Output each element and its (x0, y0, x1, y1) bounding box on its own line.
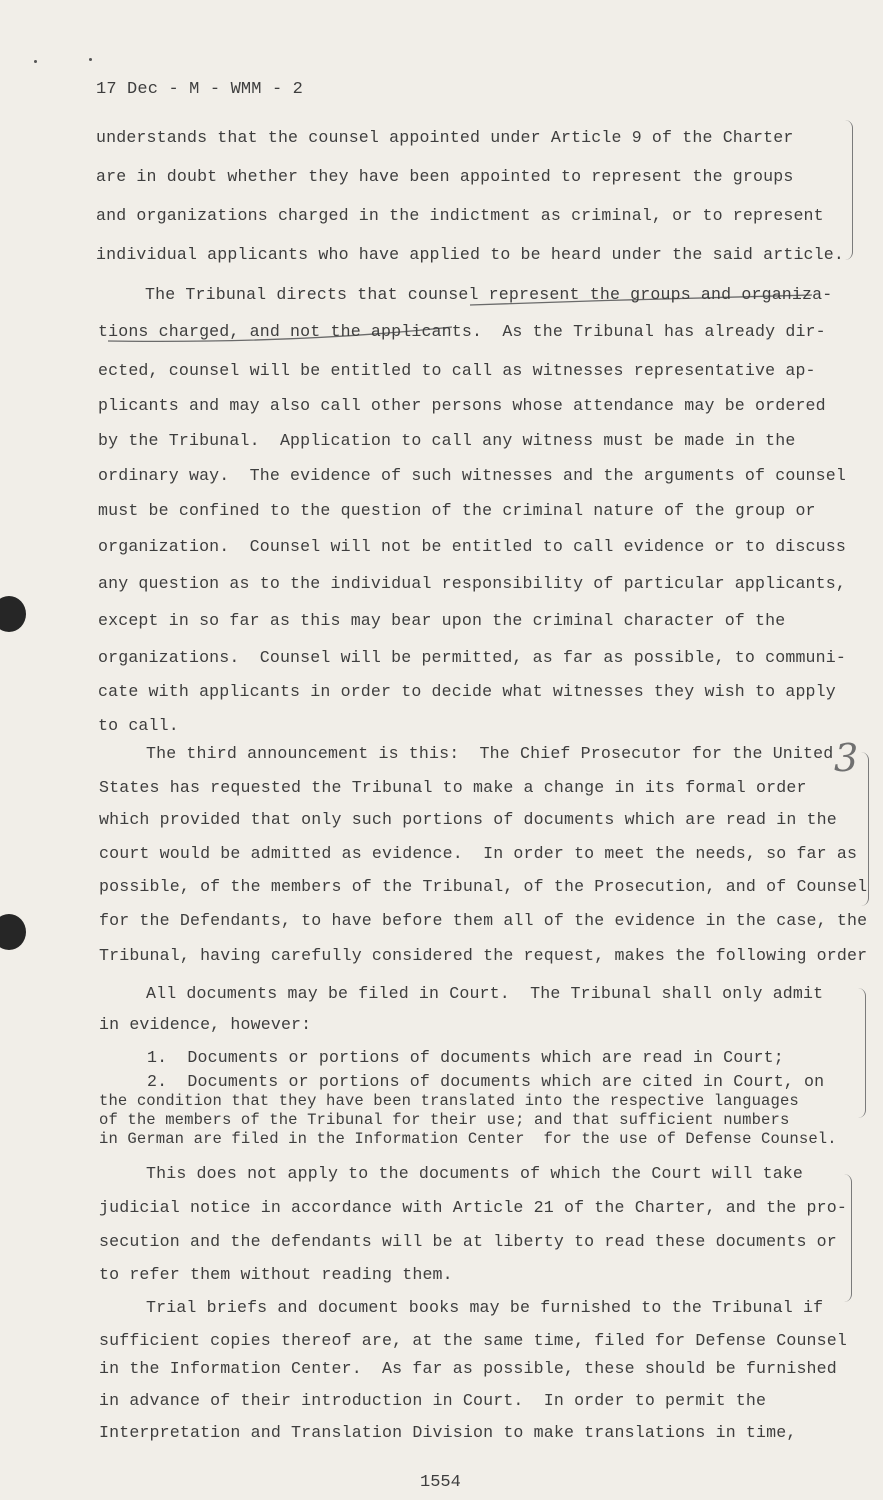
text-line: ordinary way. The evidence of such witnesses and the arguments of counsel (98, 466, 846, 485)
text-line: any question as to the individual responsibility of particular applicants, (98, 574, 846, 593)
text-line: for the Defendants, to have before them all of the evidence in the case, the (99, 911, 868, 930)
page-header: 17 Dec - M - WMM - 2 (96, 80, 304, 99)
text-line: Interpretation and Translation Division to make translations in time, (99, 1423, 797, 1442)
text-line: must be confined to the question of the criminal nature of the group or (98, 501, 816, 520)
text-line: Tribunal, having carefully considered the request, makes the following order (99, 946, 868, 965)
text-line: The Tribunal directs that counsel represent the groups and organiza- (145, 285, 833, 304)
text-line: except in so far as this may bear upon the criminal character of the (98, 611, 786, 630)
text-line: in evidence, however: (99, 1015, 312, 1034)
text-line: The third announcement is this: The Chief Prosecutor for the United (146, 744, 834, 763)
text-line: in the Information Center. As far as possible, these should be furnished (99, 1359, 837, 1378)
text-line: All documents may be filed in Court. The Tribunal shall only admit (146, 984, 824, 1003)
list-item-continuation: the condition that they have been translated into the respective languages (99, 1092, 799, 1110)
page-number: 1554 (420, 1473, 461, 1492)
text-line: court would be admitted as evidence. In order to meet the needs, so far as (99, 844, 858, 863)
text-line: cate with applicants in order to decide what witnesses they wish to apply (98, 682, 836, 701)
text-line: to call. (98, 716, 179, 735)
text-line: Trial briefs and document books may be furnished to the Tribunal if (146, 1298, 824, 1317)
pencil-annotation: 3 (834, 736, 859, 780)
text-line: tions charged, and not the applicants. As the Tribunal has already dir- (98, 322, 826, 341)
list-item-continuation: of the members of the Tribunal for their use; and that sufficient numbers (99, 1111, 790, 1129)
list-item: 2. Documents or portions of documents which are cited in Court, on (147, 1072, 825, 1091)
margin-mark (843, 1174, 852, 1302)
text-line: organizations. Counsel will be permitted, as far as possible, to communi- (98, 648, 846, 667)
text-line: plicants and may also call other persons whose attendance may be ordered (98, 396, 826, 415)
list-item-continuation: in German are filed in the Information Center for the use of Defense Counsel. (99, 1130, 837, 1148)
text-line: sufficient copies thereof are, at the same time, filed for Defense Counsel (99, 1331, 847, 1350)
text-line: ected, counsel will be entitled to call as witnesses representative ap- (98, 361, 816, 380)
text-line: which provided that only such portions of documents which are read in the (99, 810, 837, 829)
speck (34, 60, 37, 63)
text-line: to refer them without reading them. (99, 1265, 453, 1284)
text-line: This does not apply to the documents of which the Court will take (146, 1164, 804, 1183)
text-line: are in doubt whether they have been appointed to represent the groups (96, 167, 794, 186)
speck (89, 58, 92, 61)
text-line: States has requested the Tribunal to make a change in its formal order (99, 778, 807, 797)
text-line: judicial notice in accordance with Article 21 of the Charter, and the pro- (99, 1198, 847, 1217)
margin-mark (855, 988, 866, 1118)
text-line: understands that the counsel appointed under Article 9 of the Charter (96, 128, 794, 147)
text-line: secution and the defendants will be at liberty to read these documents or (99, 1232, 837, 1251)
text-line: organization. Counsel will not be entitled to call evidence or to discuss (98, 537, 846, 556)
text-line: possible, of the members of the Tribunal, of the Prosecution, and of Counsel (99, 877, 868, 896)
text-line: individual applicants who have applied to be heard under the said article. (96, 245, 844, 264)
text-line: and organizations charged in the indictment as criminal, or to represent (96, 206, 824, 225)
text-line: in advance of their introduction in Court. In order to permit the (99, 1391, 767, 1410)
margin-mark (842, 120, 853, 260)
text-line: by the Tribunal. Application to call any witness must be made in the (98, 431, 796, 450)
binder-hole-top (0, 596, 26, 632)
list-item: 1. Documents or portions of documents which are read in Court; (147, 1048, 784, 1067)
binder-hole-bottom (0, 914, 26, 950)
